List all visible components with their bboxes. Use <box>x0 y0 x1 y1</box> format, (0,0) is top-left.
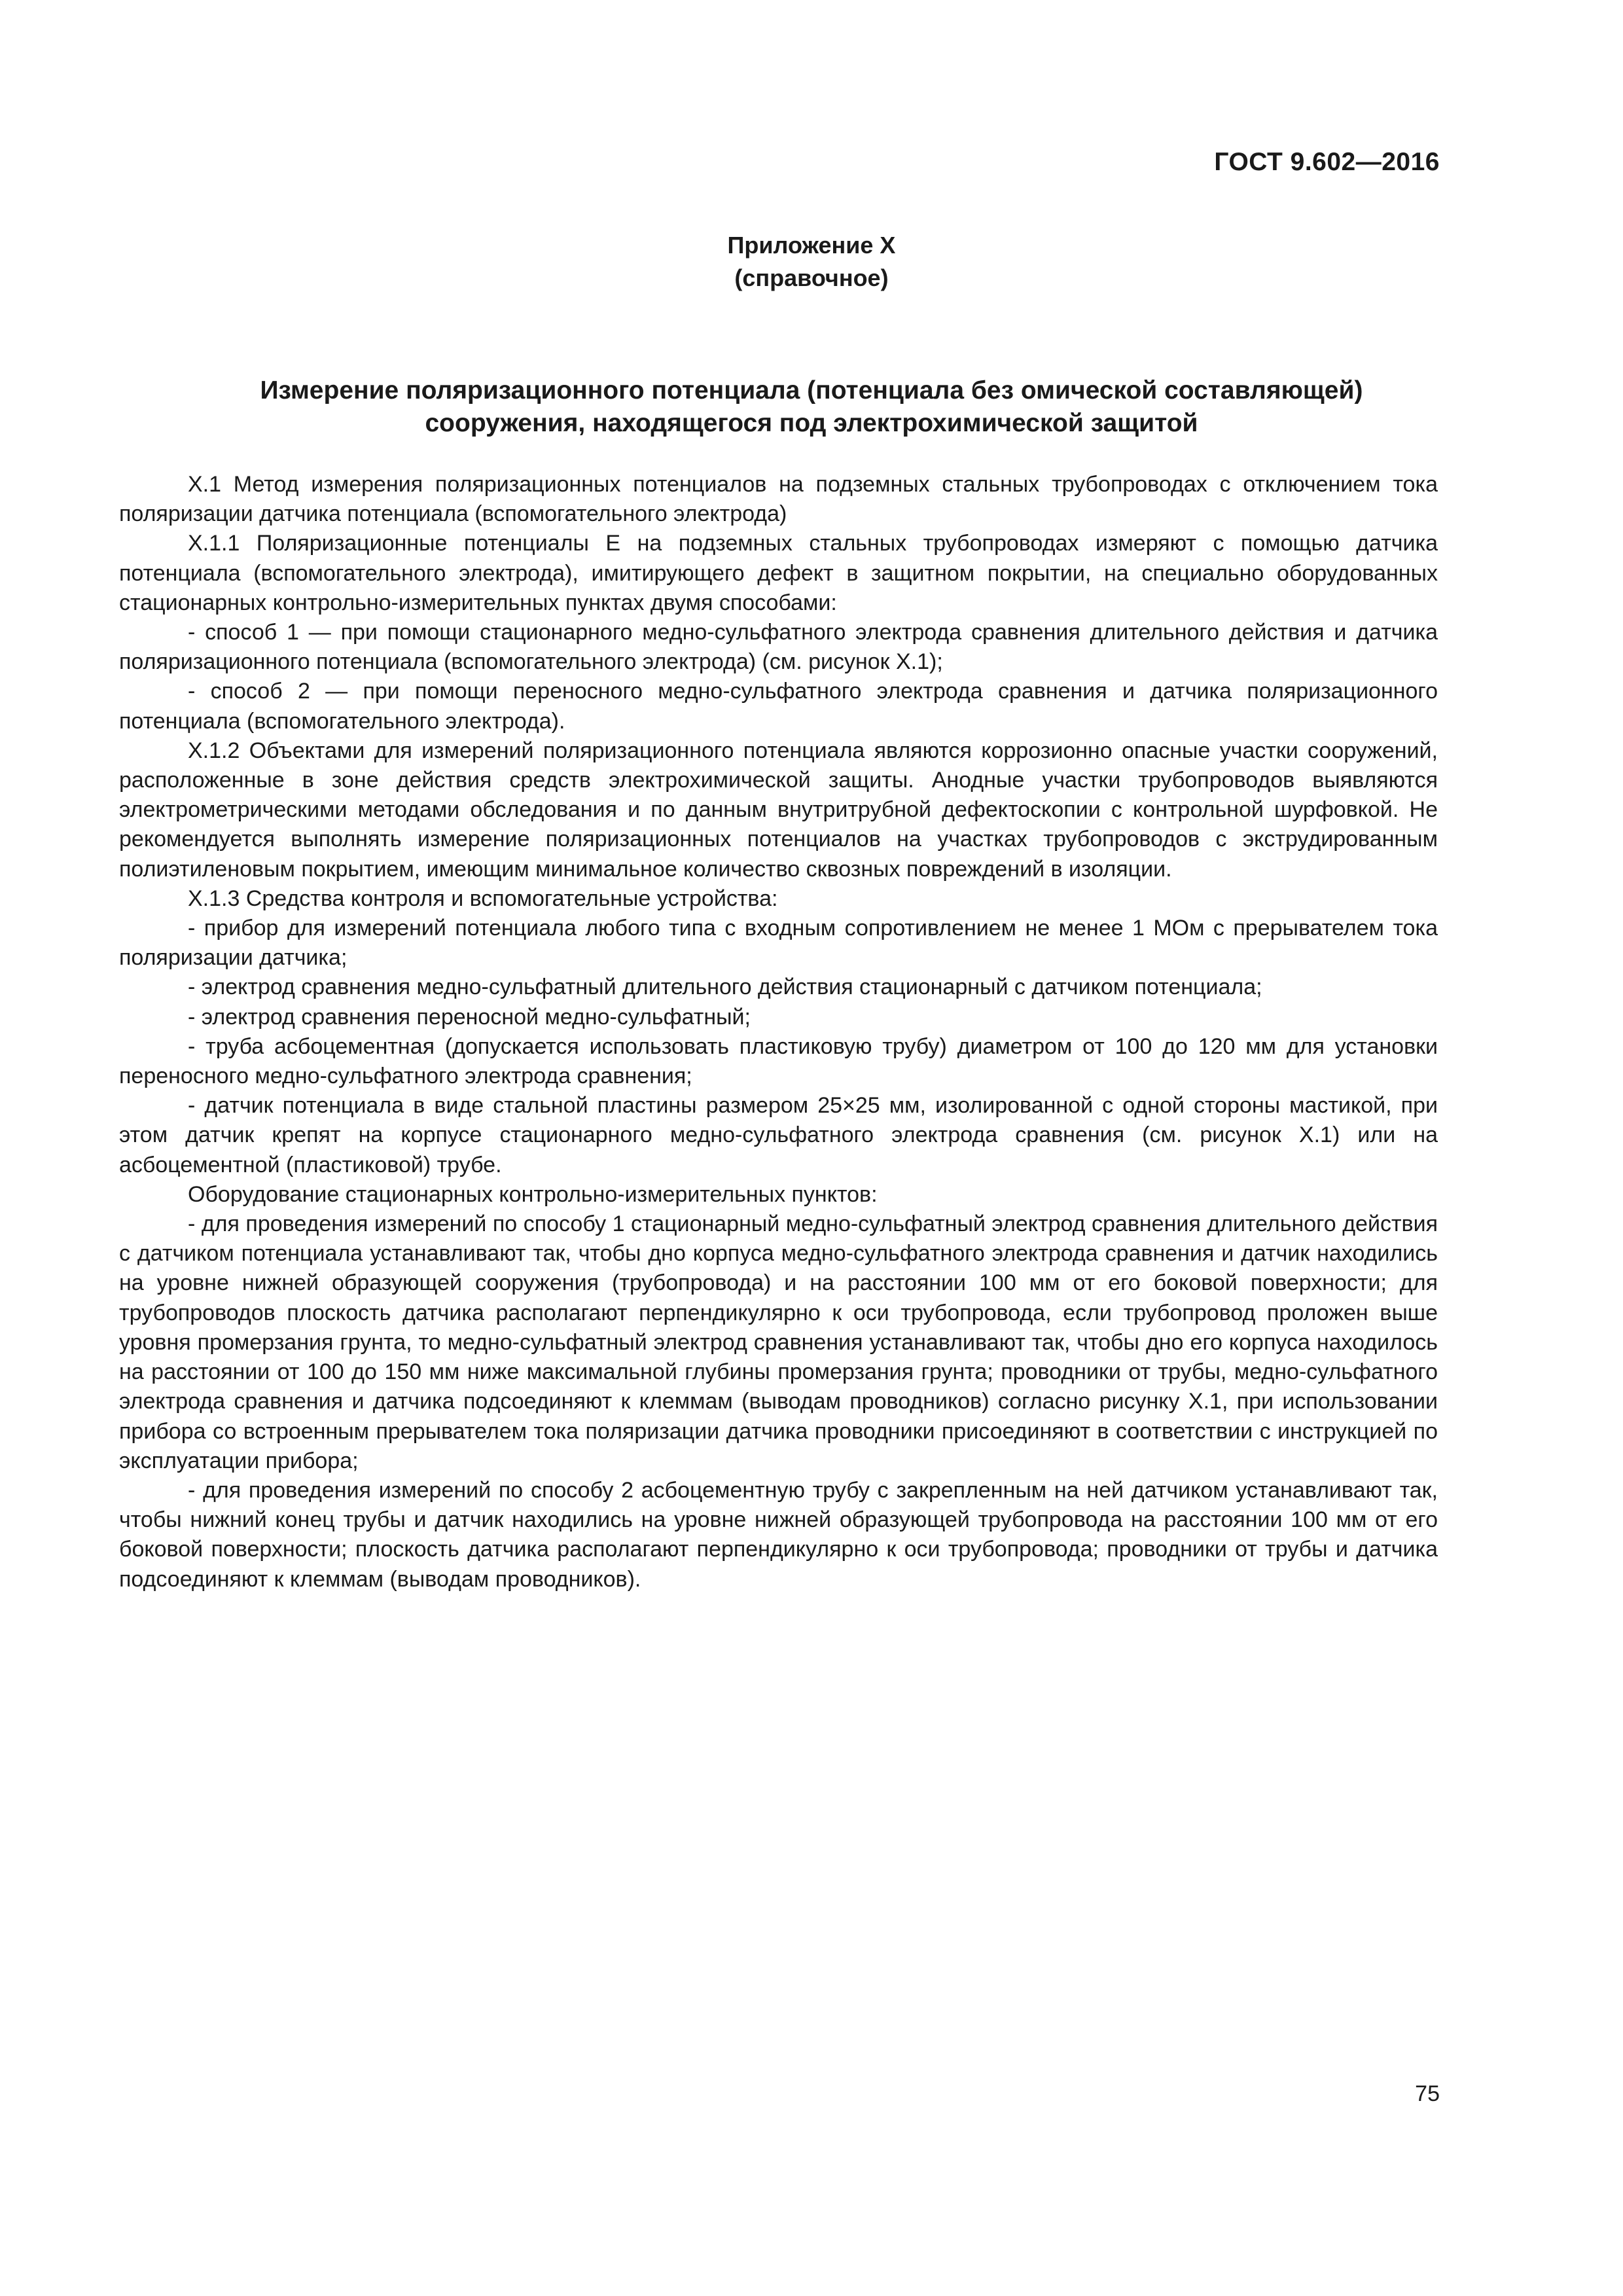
list-item: - электрод сравнения переносной медно-сульфатный; <box>188 1004 751 1030</box>
section-title-line-2: сооружения, находящегося под электрохимической защитой <box>425 409 1198 437</box>
paragraph: Х.1.3 Средства контроля и вспомогательные устройства: <box>188 886 778 911</box>
appendix-label: Приложение Х <box>727 232 896 259</box>
paragraph: Х.1.2 Объектами для измерений поляризационного потенциала являются коррозионно опасные участки сооружений, расположенные в зоне действия средств электрохимической защиты. Анодные участки трубопроводов выявляются электрометрическими методами обследования и по данным внутритрубной дефектоскопии с контрольной шурфовкой. Не рекомендуется выполнять измерение поляризационных потенциалов на участках трубопроводов с экструдированным полиэтиленовым покрытием, имеющим минимальное количество сквозных повреждений в изоляции. <box>119 738 1438 882</box>
paragraph: Х.1.1 Поляризационные потенциалы Е на подземных стальных трубопроводах измеряют с помощью датчика потенциала (вспомогательного электрода), имитирующего дефект в защитном покрытии, на специально оборудованных стационарных контрольно-измерительных пунктах двумя способами: <box>119 531 1438 615</box>
list-item: - труба асбоцементная (допускается использовать пластиковую трубу) диаметром от 100 до 120 мм для установки переносного медно-сульфатного электрода сравнения; <box>119 1033 1438 1089</box>
list-item: - способ 1 — при помощи стационарного медно-сульфатного электрода сравнения длительного действия и датчика поляризационного потенциала (вспомогательного электрода) (см. рисунок Х.1); <box>119 620 1438 675</box>
page-number: 75 <box>1415 2081 1440 2106</box>
list-item: - для проведения измерений по способу 2 асбоцементную трубу с закрепленным на ней датчиком устанавливают так, чтобы нижний конец трубы и датчик находились на уровне нижней образующей трубопровода на расстоянии 100 мм от его боковой поверхности; плоскость датчика располагают перпендикулярно к оси трубопровода; проводники от трубы и датчика подсоединяют к клеммам (выводам проводников). <box>119 1477 1438 1592</box>
appendix-heading <box>0 229 1623 295</box>
body-text <box>119 470 1438 1594</box>
paragraph: Оборудование стационарных контрольно-измерительных пунктов: <box>188 1181 878 1207</box>
list-item: - способ 2 — при помощи переносного медно-сульфатного электрода сравнения и датчика поляризационного потенциала (вспомогательного электрода). <box>119 679 1438 734</box>
list-item: - электрод сравнения медно-сульфатный длительного действия стационарный с датчиком потенциала; <box>188 975 1262 1000</box>
list-item: - для проведения измерений по способу 1 стационарный медно-сульфатный электрод сравнения длительного действия с датчиком потенциала устанавливают так, чтобы дно корпуса медно-сульфатного электрода сравнения и датчик находились на уровне нижней образующей сооружения (трубопровода) и на расстоянии 100 мм от его боковой поверхности; для трубопроводов плоскость датчика располагают перпендикулярно к оси трубопровода, если трубопровод проложен выше уровня промерзания грунта, то медно-сульфатный электрод сравнения устанавливают так, чтобы дно его корпуса находилось на расстоянии от 100 до 150 мм ниже максимальной глубины промерзания грунта; проводники от трубы, медно-сульфатного электрода сравнения и датчика подсоединяют к клеммам (выводам проводников) согласно рисунку Х.1, при использовании прибора со встроенным прерывателем тока поляризации датчика проводники присоединяют в соответствии с инструкцией по эксплуатации прибора; <box>119 1211 1438 1473</box>
list-item: - датчик потенциала в виде стальной пластины размером 25×25 мм, изолированной с одной стороны мастикой, при этом датчик крепят на корпусе стационарного медно-сульфатного электрода сравнения (см. рисунок Х.1) или на асбоцементной (пластиковой) трубе. <box>119 1093 1438 1177</box>
section-title-line-1: Измерение поляризационного потенциала (потенциала без омической составляющей) <box>260 376 1363 404</box>
list-item: - прибор для измерений потенциала любого типа с входным сопротивлением не менее 1 МОм с прерывателем тока поляризации датчика; <box>119 916 1438 971</box>
section-title <box>118 374 1505 440</box>
appendix-type: (справочное) <box>734 264 889 291</box>
standard-designation: ГОСТ 9.602—2016 <box>1214 148 1440 176</box>
paragraph: Х.1 Метод измерения поляризационных потенциалов на подземных стальных трубопроводах с отключением тока поляризации датчика потенциала (вспомогательного электрода) <box>119 472 1438 527</box>
